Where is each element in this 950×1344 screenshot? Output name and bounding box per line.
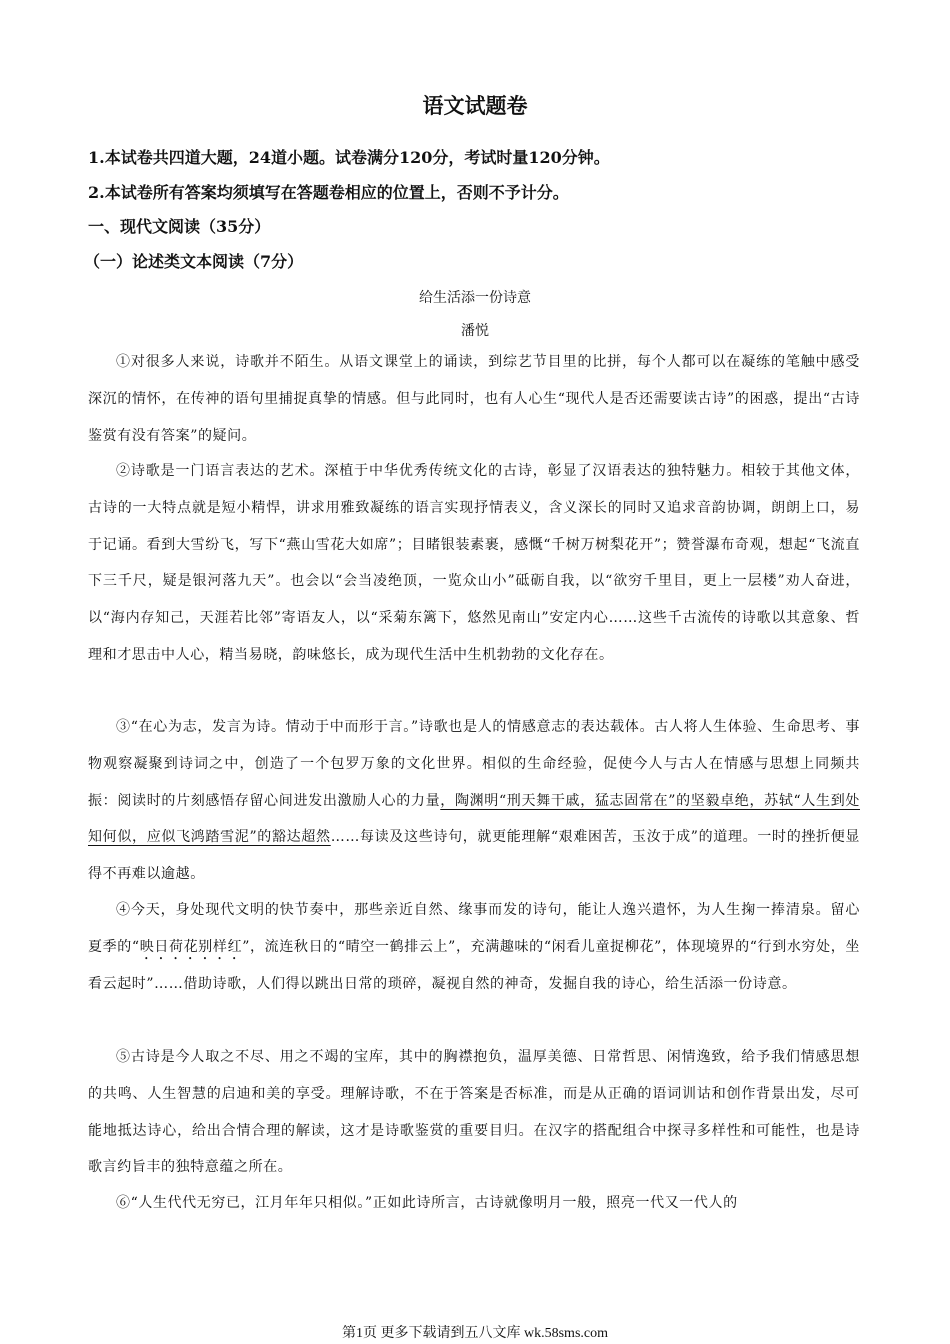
paragraph-4-text-b: ”，流连秋日的“晴空一鹤排云上”，充满趣味的“闲看儿童捉柳花”，体现境界的“行到水穷处，坐看云起时”……借助诗歌，人们得以跳出日常的琐碎，凝视自然的神奇，发掘自我的诗心，给生活添一份诗意。 xyxy=(88,938,860,992)
paragraph-6: ⑥“人生代代无穷已，江月年年只相似。”正如此诗所言，古诗就像明月一般，照亮一代又一代人的 xyxy=(116,1195,738,1211)
paragraph-2: ②诗歌是一门语言表达的艺术。深植于中华优秀传统文化的古诗，彰显了汉语表达的独特魅力。相较于其他文体，古诗的一大特点就是短小精悍，讲求用雅致凝练的语言实现抒情表义，含义深长的同时又追求音韵协调，朗朗上口，易于记诵。看到大雪纷飞，写下“燕山雪花大如席”；目睹银装素裹，感慨“千树万树梨花开”；赞誉瀑布奇观，想起“飞流直下三千尺，疑是银河落九天”。也会以“会当凌绝顶，一览众山小”砥砺自我，以“欲穷千里目，更上一层楼”劝人奋进，以“海内存知己，天涯若比邻”寄语友人，以“采菊东篱下，悠然见南山”安定内心……这些千古流传的诗歌以其意象、哲理和才思击中人心，精当易晓，韵味悠长，成为现代生活中生机勃勃的文化存在。 xyxy=(88,463,860,663)
paragraph-5: ⑤古诗是今人取之不尽、用之不竭的宝库，其中的胸襟抱负，温厚美德、日常哲思、闲情逸致，给予我们情感思想的共鸣、人生智慧的启迪和美的享受。理解诗歌，不在于答案是否标准，而是从正确的语词训诂和创作背景出发，尽可能地抵达诗心，给出合情合理的解读，这才是诗歌鉴赏的重要目归。在汉字的搭配组合中探寻多样性和可能性，也是诗歌言约旨丰的独特意蕴之所在。 xyxy=(88,1049,860,1176)
paragraph-3 xyxy=(88,709,860,893)
subsection-heading: （一）论述类文本阅读（7分） xyxy=(84,252,304,271)
paragraph-4-emphasis: 映日荷花别样红 xyxy=(139,938,243,955)
paragraph-4-text-a: ④今天，身处现代文明的快节奏中，那些亲近自然、缘事而发的诗句，能让人逸兴遣怀，为人生掬一捧清泉。留心夏季的“ xyxy=(88,902,860,955)
page-footer: 第1页 更多下载请到五八文库 wk.58sms.com xyxy=(342,1326,608,1341)
exam-note-2: 2.本试卷所有答案均须填写在答题卷相应的位置上，否则不予计分。 xyxy=(88,183,569,202)
paragraph-3-underlined: ，陶渊明“刑天舞干戚，猛志固常在”的坚毅卓绝，苏轼“人生到处知何似，应似飞鸿踏雪泥”的豁达超然 xyxy=(88,792,860,846)
article-author: 潘悦 xyxy=(461,323,489,339)
exam-title: 语文试题卷 xyxy=(422,93,528,118)
exam-note-1: 1.本试卷共四道大题，24道小题。试卷满分120分，考试时量120分钟。 xyxy=(88,148,610,167)
paragraph-4 xyxy=(88,892,860,1002)
paragraph-3-text-a: ③“在心为志，发言为诗。情动于中而形于言。”诗歌也是人的情感意志的表达载体。古人将人生体验、生命思考、事物观察凝聚到诗词之中，创造了一个包罗万象的文化世界。相似的生命经验，促使今人与古人在情感与思想上同频共振：阅读时的片刻感悟存留心间进发出激励人心的力量 xyxy=(88,719,860,809)
section-heading: 一、现代文阅读（35分） xyxy=(88,217,271,236)
paragraph-3-text-b: ……每读及这些诗句，就更能理解“艰难困苦，玉汝于成”的道理。一时的挫折便显得不再难以逾越。 xyxy=(88,829,861,883)
article-title: 给生活添一份诗意 xyxy=(419,290,531,306)
paragraph-1: ①对很多人来说，诗歌并不陌生。从语文课堂上的诵读，到综艺节目里的比拼，每个人都可以在凝练的笔触中感受深沉的情怀，在传神的语句里捕捉真挚的情感。但与此同时，也有人心生“现代人是否还需要读古诗”的困惑，提出“古诗鉴赏有没有答案”的疑问。 xyxy=(88,354,860,444)
